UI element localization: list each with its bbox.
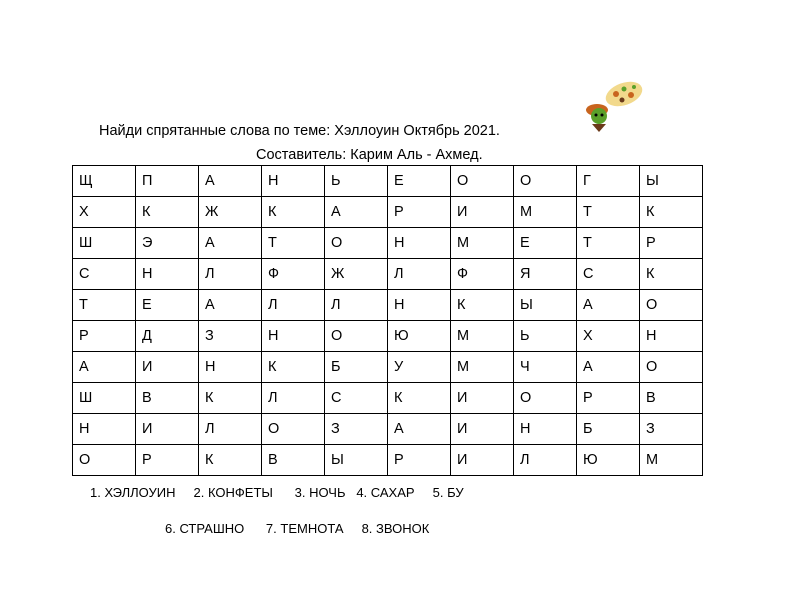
grid-cell: П — [136, 166, 199, 197]
grid-row — [73, 321, 703, 352]
grid-cell: И — [451, 197, 514, 228]
grid-cell: К — [262, 352, 325, 383]
grid-cell: К — [640, 259, 703, 290]
grid-cell: Ч — [514, 352, 577, 383]
grid-cell: Л — [262, 383, 325, 414]
grid-cell: Л — [514, 445, 577, 476]
grid-cell: И — [451, 414, 514, 445]
grid-cell: З — [325, 414, 388, 445]
word-list-item: 3. НОЧЬ — [294, 485, 346, 500]
word-list-item: 7. ТЕМНОТА — [265, 521, 344, 536]
grid-cell: Б — [325, 352, 388, 383]
grid-cell: Л — [262, 290, 325, 321]
grid-cell: О — [451, 166, 514, 197]
word-list-item: 4. САХАР — [356, 485, 415, 500]
grid-cell: О — [514, 383, 577, 414]
grid-cell: Т — [577, 228, 640, 259]
grid-cell: Ф — [262, 259, 325, 290]
grid-cell: О — [640, 352, 703, 383]
grid-cell: Н — [388, 228, 451, 259]
grid-cell: Б — [577, 414, 640, 445]
grid-cell: М — [451, 352, 514, 383]
grid-cell: Ы — [514, 290, 577, 321]
grid-row — [73, 228, 703, 259]
grid-row — [73, 445, 703, 476]
grid-cell: А — [73, 352, 136, 383]
word-list-item: 1. ХЭЛЛОУИН — [90, 485, 176, 500]
grid-row — [73, 290, 703, 321]
grid-cell: К — [199, 383, 262, 414]
halloween-witch-icon — [582, 80, 644, 134]
grid-cell: Е — [136, 290, 199, 321]
grid-cell: Л — [199, 259, 262, 290]
word-list-item: 2. КОНФЕТЫ — [193, 485, 273, 500]
grid-cell: Р — [73, 321, 136, 352]
grid-cell: Т — [577, 197, 640, 228]
grid-row — [73, 166, 703, 197]
word-list-line-2 — [165, 521, 429, 536]
grid-cell: Ь — [325, 166, 388, 197]
grid-cell: А — [199, 290, 262, 321]
grid-row — [73, 414, 703, 445]
grid-cell: Р — [388, 197, 451, 228]
author-line: Составитель: Карим Аль - Ахмед. — [256, 147, 483, 163]
grid-cell: М — [514, 197, 577, 228]
grid-cell: А — [325, 197, 388, 228]
word-search-grid — [72, 165, 703, 476]
grid-cell: К — [388, 383, 451, 414]
grid-cell: В — [640, 383, 703, 414]
grid-cell: Щ — [73, 166, 136, 197]
grid-cell: О — [325, 321, 388, 352]
grid-cell: Н — [73, 414, 136, 445]
grid-cell: Р — [136, 445, 199, 476]
grid-cell: Ш — [73, 383, 136, 414]
grid-row — [73, 259, 703, 290]
grid-cell: Р — [640, 228, 703, 259]
grid-cell: А — [577, 290, 640, 321]
grid-cell: З — [199, 321, 262, 352]
grid-cell: Х — [577, 321, 640, 352]
grid-cell: Ж — [199, 197, 262, 228]
grid-cell: З — [640, 414, 703, 445]
grid-cell: К — [136, 197, 199, 228]
grid-cell: К — [199, 445, 262, 476]
grid-cell: И — [451, 383, 514, 414]
grid-cell: Н — [199, 352, 262, 383]
grid-cell: В — [262, 445, 325, 476]
grid-cell: Я — [514, 259, 577, 290]
grid-cell: В — [136, 383, 199, 414]
grid-cell: Н — [262, 321, 325, 352]
grid-cell: Н — [640, 321, 703, 352]
grid-cell: Ф — [451, 259, 514, 290]
grid-cell: И — [136, 414, 199, 445]
grid-cell: Ы — [325, 445, 388, 476]
grid-cell: Л — [388, 259, 451, 290]
grid-cell: К — [451, 290, 514, 321]
grid-cell: И — [451, 445, 514, 476]
grid-cell: Ю — [388, 321, 451, 352]
grid-cell: Ь — [514, 321, 577, 352]
grid-cell: Г — [577, 166, 640, 197]
grid-cell: А — [199, 228, 262, 259]
grid-cell: Е — [514, 228, 577, 259]
grid-cell: Н — [388, 290, 451, 321]
page-title: Найди спрятанные слова по теме: Хэллоуин Октябрь 2021. — [99, 123, 500, 139]
grid-cell: С — [325, 383, 388, 414]
grid-cell: А — [199, 166, 262, 197]
grid-cell: Ы — [640, 166, 703, 197]
grid-cell: М — [451, 321, 514, 352]
grid-cell: Ш — [73, 228, 136, 259]
grid-cell: К — [640, 197, 703, 228]
grid-cell: О — [73, 445, 136, 476]
grid-row — [73, 352, 703, 383]
grid-cell: А — [388, 414, 451, 445]
grid-cell: О — [325, 228, 388, 259]
grid-cell: Д — [136, 321, 199, 352]
grid-row — [73, 197, 703, 228]
grid-cell: К — [262, 197, 325, 228]
grid-cell: С — [577, 259, 640, 290]
grid-cell: У — [388, 352, 451, 383]
grid-cell: Л — [325, 290, 388, 321]
grid-cell: С — [73, 259, 136, 290]
grid-cell: Е — [388, 166, 451, 197]
grid-cell: А — [577, 352, 640, 383]
grid-cell: Н — [514, 414, 577, 445]
grid-cell: О — [262, 414, 325, 445]
grid-cell: Т — [262, 228, 325, 259]
grid-cell: Э — [136, 228, 199, 259]
grid-cell: Ж — [325, 259, 388, 290]
grid-cell: Р — [577, 383, 640, 414]
word-list-line-1 — [90, 485, 464, 500]
grid-cell: Р — [388, 445, 451, 476]
grid-cell: Ю — [577, 445, 640, 476]
grid-cell: Н — [262, 166, 325, 197]
grid-cell: И — [136, 352, 199, 383]
grid-cell: О — [514, 166, 577, 197]
word-list-item: 6. СТРАШНО — [165, 521, 245, 536]
word-list-item: 5. БУ — [432, 485, 464, 500]
word-list-item: 8. ЗВОНОК — [361, 521, 430, 536]
grid-cell: О — [640, 290, 703, 321]
grid-cell: Н — [136, 259, 199, 290]
grid-cell: М — [451, 228, 514, 259]
grid-row — [73, 383, 703, 414]
grid-cell: М — [640, 445, 703, 476]
grid-cell: Т — [73, 290, 136, 321]
grid-cell: Л — [199, 414, 262, 445]
grid-cell: Х — [73, 197, 136, 228]
